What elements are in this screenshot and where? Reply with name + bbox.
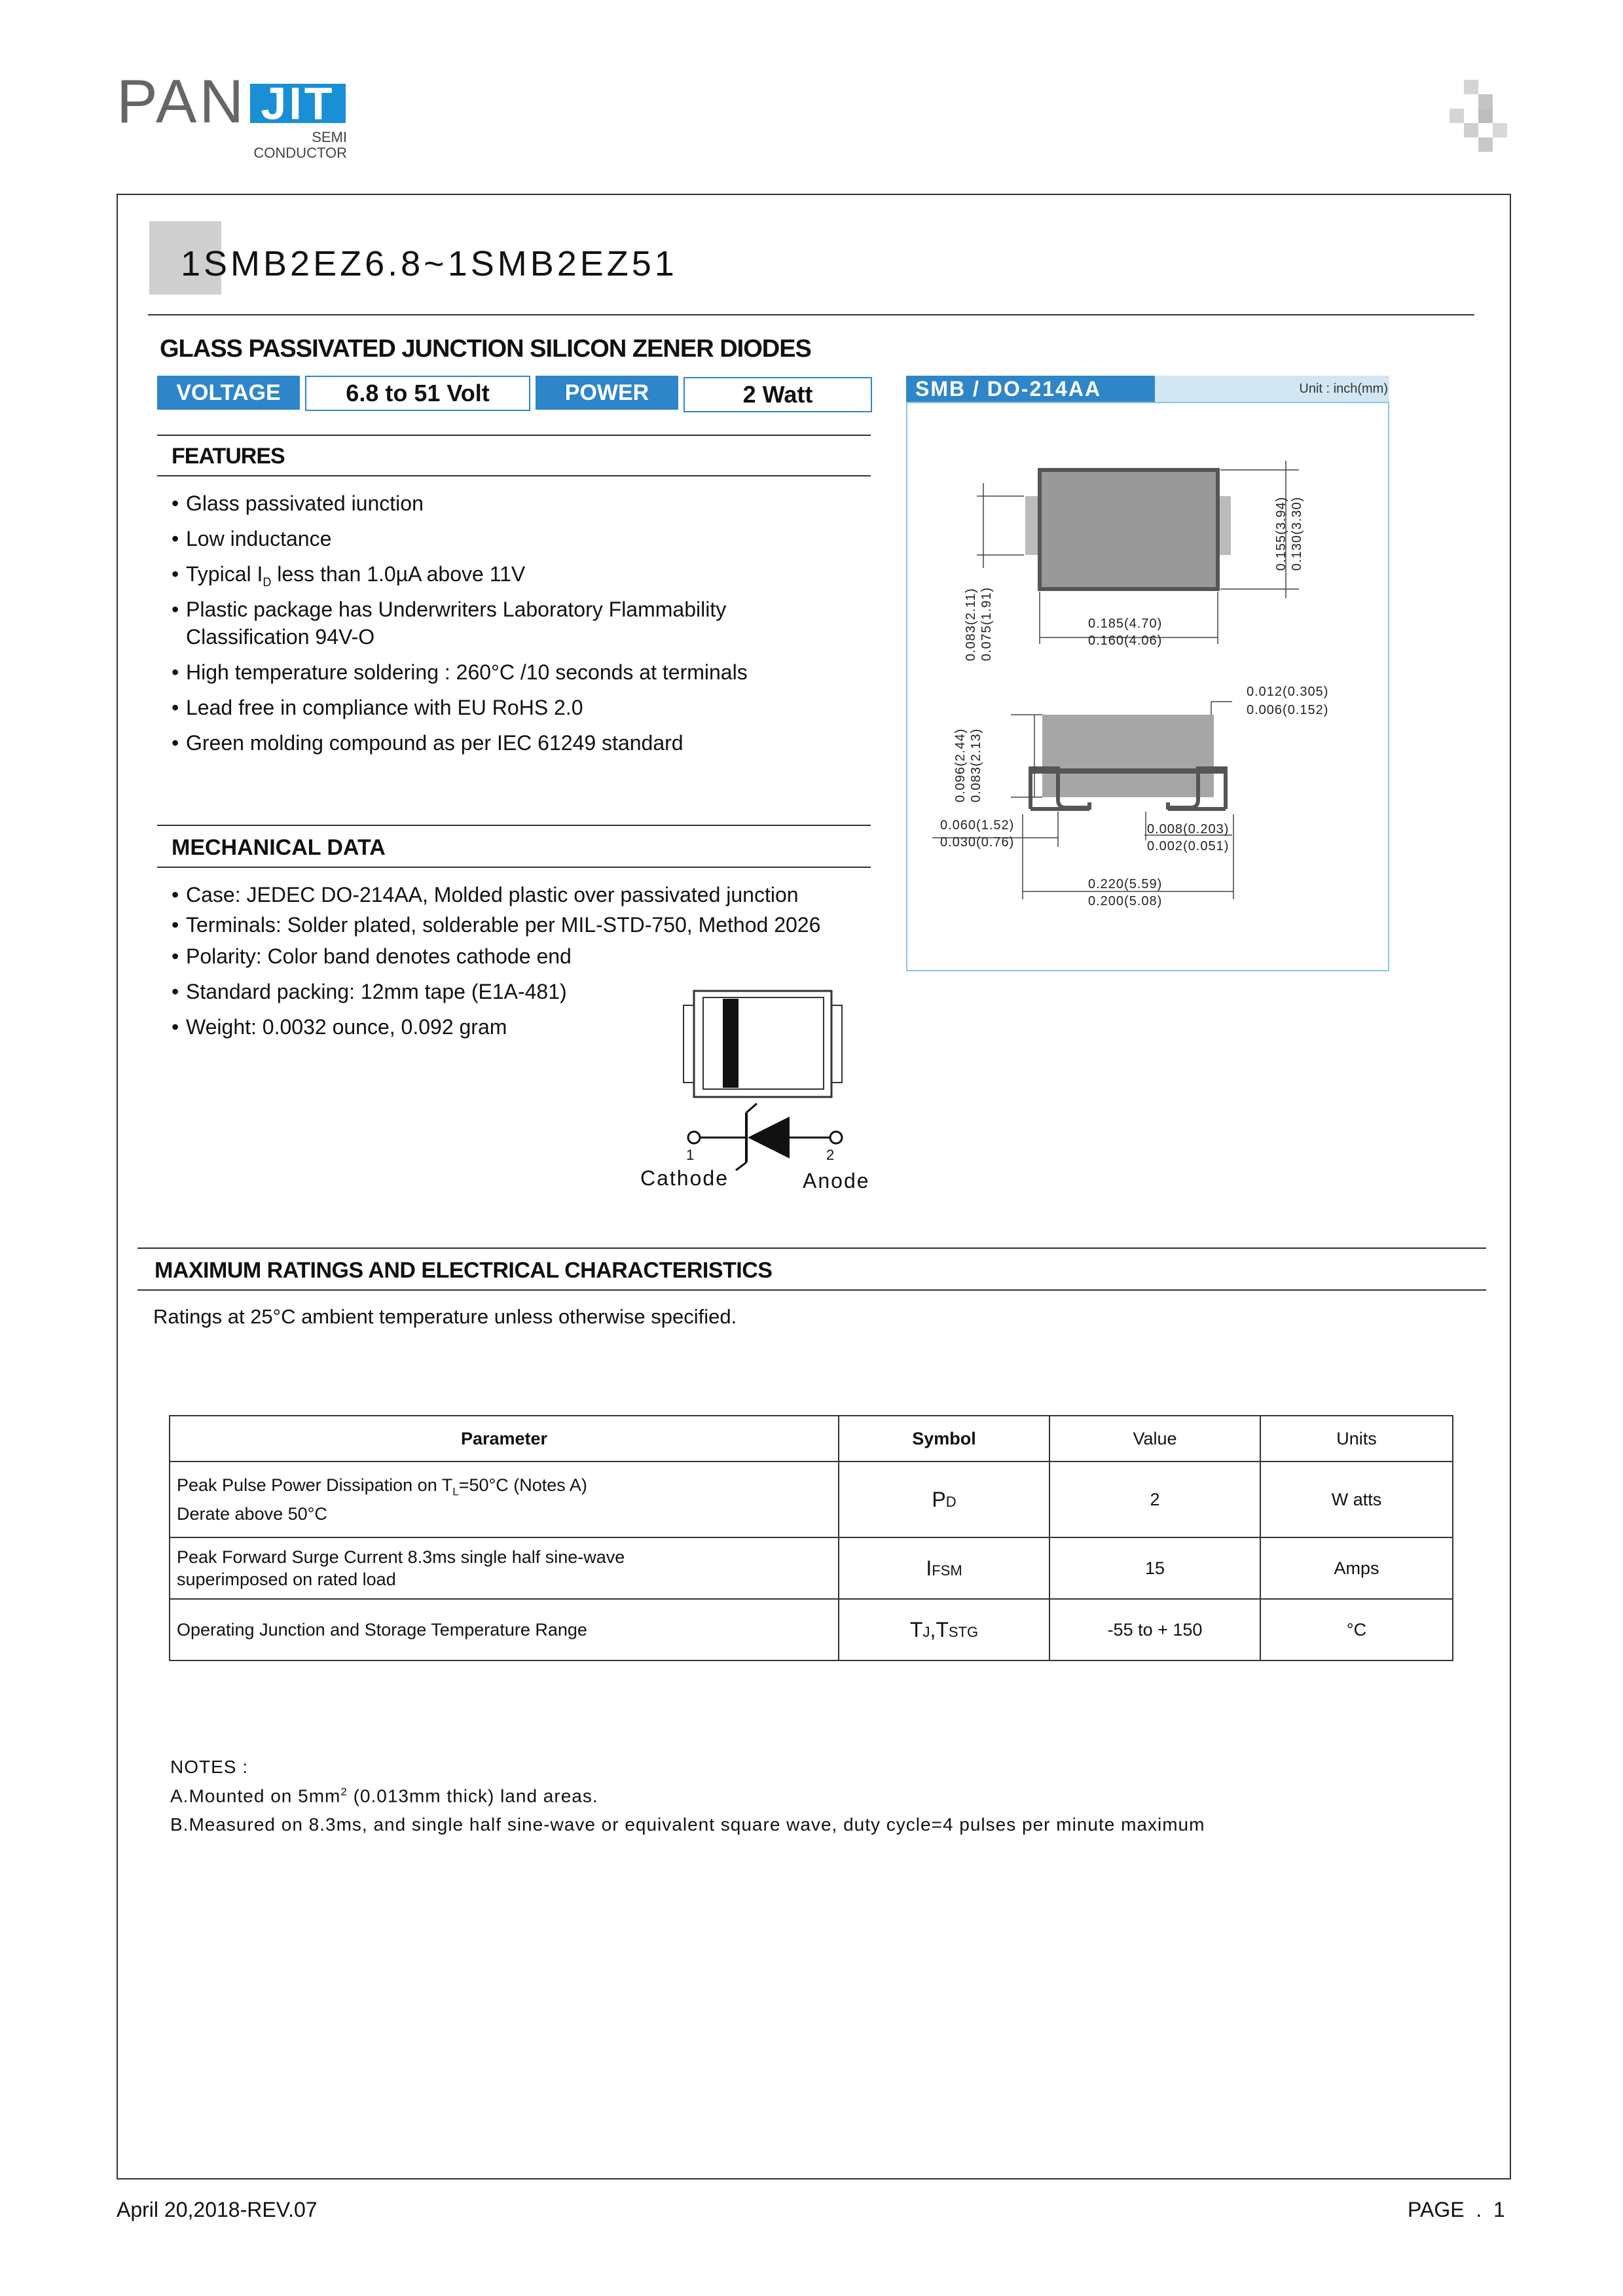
title-divider [148, 314, 1474, 315]
symbol-main: T [909, 1617, 923, 1641]
logo-semiconductor [255, 130, 347, 161]
row-parameter [170, 1462, 839, 1537]
symbol-sub: J [922, 1623, 930, 1640]
row-value: -55 to + 150 [1049, 1599, 1260, 1660]
dim-height-max: 0.096(2.44) [953, 728, 968, 802]
dim-total-min: 0.200(5.08) [1088, 894, 1163, 908]
logo-pan-text: PAN [117, 67, 247, 135]
row-units: W atts [1260, 1462, 1453, 1537]
col-symbol: Symbol [839, 1416, 1049, 1462]
dim-total-max: 0.220(5.59) [1088, 877, 1163, 891]
mechanical-heading: MECHANICAL DATA [172, 835, 386, 860]
features-heading: FEATURES [172, 444, 285, 469]
feature-item: • Plastic package has Underwriters Laboratory Flammability [186, 596, 726, 623]
footer-date: April 20,2018-REV.07 [117, 2198, 318, 2221]
param-suffix: =50°C (Notes A) [458, 1475, 587, 1495]
feature-item: • Lead free in compliance with EU RoHS 2.0 [186, 694, 583, 721]
param-line2: Derate above 50°C [177, 1504, 327, 1524]
features-top-rule [157, 435, 871, 436]
ratings-table [169, 1415, 1453, 1661]
symbol-sub: FSM [932, 1562, 962, 1579]
symbol-main: I [926, 1556, 932, 1580]
dim-stand-max: 0.008(0.203) [1147, 822, 1230, 836]
param-sub: L [452, 1485, 459, 1498]
dim-lead-t-max: 0.012(0.305) [1247, 685, 1329, 699]
product-subtitle: GLASS PASSIVATED JUNCTION SILICON ZENER DIODES [160, 335, 811, 363]
note-b: B.Measured on 8.3ms, and single half sine-wave or equivalent square wave, duty cycle=4 pulses per minute maximum [170, 1814, 1205, 1835]
mechanical-item: • Polarity: Color band denotes cathode end [186, 942, 572, 970]
feature-item: • Glass passivated iunction [186, 490, 424, 517]
row-symbol [839, 1599, 1049, 1660]
col-units: Units [1260, 1416, 1453, 1462]
voltage-label: VOLTAGE [157, 376, 300, 410]
symbol-comma: ,T [930, 1617, 949, 1641]
table-row [170, 1462, 1453, 1537]
dim-lead-h-min: 0.075(1.91) [979, 586, 994, 661]
notes-heading: NOTES : [170, 1757, 249, 1777]
mechanical-bottom-rule [157, 867, 871, 868]
mechanical-item: • Case: JEDEC DO-214AA, Molded plastic over passivated junction [186, 881, 799, 908]
voltage-value: 6.8 to 51 Volt [305, 376, 530, 411]
feature-typical-prefix: Typical I [186, 562, 263, 586]
dim-foot-min: 0.030(0.76) [940, 835, 1015, 850]
feature-item: • Low inductance [186, 525, 331, 552]
mechanical-item: • Weight: 0.0032 ounce, 0.092 gram [186, 1013, 507, 1041]
row-value: 15 [1049, 1537, 1260, 1599]
row-units: °C [1260, 1599, 1453, 1660]
param-line2: superimposed on rated load [177, 1570, 396, 1589]
note-a-sup: 2 [340, 1785, 348, 1798]
features-bottom-rule [157, 475, 871, 476]
package-unit: Unit : inch(mm) [1299, 382, 1388, 396]
cathode-label: Cathode [640, 1166, 729, 1190]
param-prefix: Peak Pulse Power Dissipation on T [177, 1475, 453, 1495]
logo-semi-line2: CONDUCTOR [253, 145, 347, 162]
feature-typical-suffix: less than 1.0µA above 11V [271, 562, 526, 586]
mechanical-item: • Terminals: Solder plated, solderable per MIL-STD-750, Method 2026 [186, 911, 820, 939]
param-line1 [177, 1474, 831, 1503]
pin2-label: 2 [826, 1147, 835, 1163]
note-a [170, 1785, 598, 1806]
col-parameter: Parameter [170, 1416, 839, 1462]
symbol-sub: D [945, 1493, 957, 1510]
package-label: SMB / DO-214AA [906, 376, 1155, 402]
dim-lead-h-max: 0.083(2.11) [964, 588, 978, 661]
table-row [170, 1537, 1453, 1599]
feature-typical-sub: D [263, 575, 272, 589]
table-row [170, 1599, 1453, 1660]
ratings-bottom-rule [137, 1289, 1486, 1291]
power-label: POWER [536, 376, 678, 410]
ratings-note: Ratings at 25°C ambient temperature unless otherwise specified. [153, 1305, 737, 1328]
row-value: 2 [1049, 1462, 1260, 1537]
feature-item: • High temperature soldering : 260°C /10 seconds at terminals [186, 658, 748, 686]
row-symbol [839, 1462, 1049, 1537]
dim-height-min: 0.083(2.13) [969, 728, 983, 802]
dim-body-h-min: 0.130(3.30) [1290, 496, 1304, 571]
feature-item [186, 560, 525, 596]
dim-foot-max: 0.060(1.52) [940, 818, 1015, 833]
row-parameter: Operating Junction and Storage Temperature Range [170, 1599, 839, 1660]
footer-page: PAGE . 1 [1408, 2198, 1505, 2221]
dim-stand-min: 0.002(0.051) [1147, 839, 1230, 853]
dim-body-w-min: 0.160(4.06) [1088, 634, 1163, 648]
dim-lead-t-min: 0.006(0.152) [1247, 703, 1329, 717]
ratings-top-rule [137, 1247, 1486, 1249]
param-line1: Peak Forward Surge Current 8.3ms single half sine-wave [177, 1547, 625, 1567]
ratings-heading: MAXIMUM RATINGS AND ELECTRICAL CHARACTERISTICS [155, 1258, 773, 1283]
table-header-row [170, 1416, 1453, 1462]
symbol-sub2: STG [948, 1623, 979, 1640]
logo-jit-badge: JIT [250, 84, 346, 123]
symbol-main: P [932, 1487, 946, 1511]
anode-label: Anode [803, 1169, 870, 1193]
feature-item-continuation: Classification 94V-O [186, 625, 375, 649]
row-parameter [170, 1537, 839, 1599]
mechanical-item: • Standard packing: 12mm tape (E1A-481) [186, 978, 567, 1005]
row-units: Amps [1260, 1537, 1453, 1599]
page-title: 1SMB2EZ6.8~1SMB2EZ51 [181, 244, 678, 283]
logo-semi-line1: SEMI [312, 129, 347, 145]
row-symbol [839, 1537, 1049, 1599]
pin1-label: 1 [686, 1147, 695, 1163]
note-a-prefix: A.Mounted on 5mm [170, 1785, 341, 1806]
diode-package-drawing [674, 983, 851, 1101]
corner-checker-icon [1439, 80, 1511, 152]
power-value: 2 Watt [684, 377, 872, 412]
zener-symbol-icon [674, 1100, 864, 1172]
feature-item: • Green molding compound as per IEC 61249 standard [186, 729, 684, 757]
note-a-suffix: (0.013mm thick) land areas. [347, 1785, 598, 1806]
dim-body-w-max: 0.185(4.70) [1088, 617, 1163, 631]
dim-body-h-max: 0.155(3.94) [1274, 496, 1288, 571]
mechanical-top-rule [157, 825, 871, 826]
col-value: Value [1049, 1416, 1260, 1462]
